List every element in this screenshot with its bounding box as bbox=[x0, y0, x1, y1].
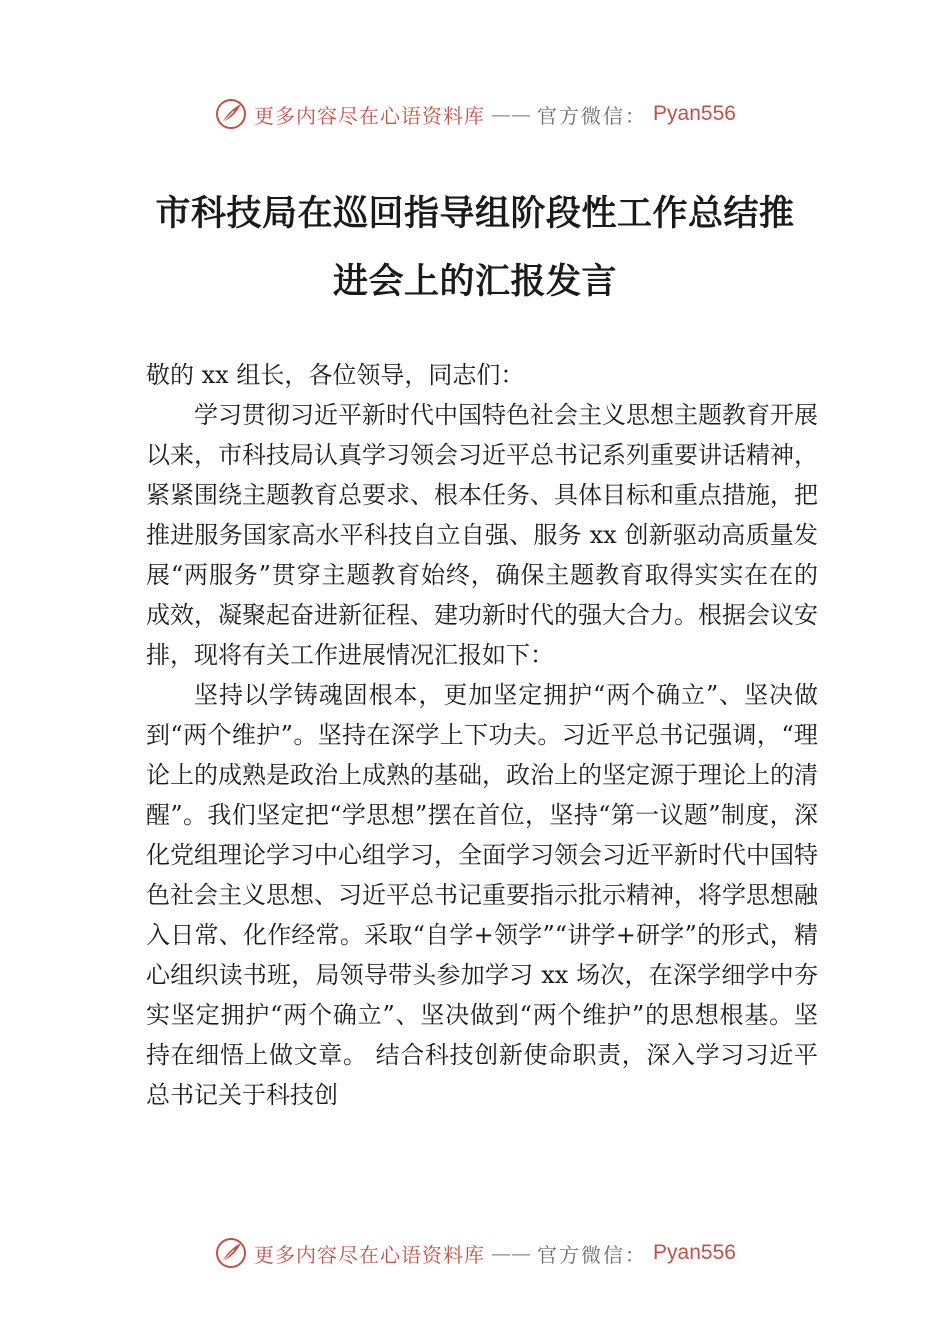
banner-separator: —— bbox=[491, 102, 532, 126]
banner-wechat-label: 官方微信： bbox=[537, 1242, 648, 1267]
paragraph: 学习贯彻习近平新时代中国特色社会主义思想主题教育开展以来，市科技局认真学习领会习近平总书记系列重要讲话精神，紧紧围绕主题教育总要求、根本任务、具体目标和重点措施，把推进服务国家高水平科技自立自强、服务 xx 创新驱动高质量发展“两服务”贯穿主题教育始终，确保主题教育取得实实在在的成效，凝聚起奋进新征程、建功新时代的强大合力。根据会议安排，现将有关工作进展情况汇报如下： bbox=[146, 401, 818, 669]
banner-wechat-id: Pyan556 bbox=[653, 1241, 736, 1264]
banner-brand-text: 更多内容尽在心语资料库 bbox=[254, 1242, 486, 1267]
banner-brand-text: 更多内容尽在心语资料库 bbox=[254, 103, 486, 128]
quill-logo-icon bbox=[214, 1236, 248, 1270]
banner-separator: —— bbox=[491, 1241, 532, 1265]
banner-wechat-label: 官方微信： bbox=[537, 103, 648, 128]
header-banner bbox=[0, 94, 950, 134]
document-title: 市科技局在巡回指导组阶段性工作总结推进会上的汇报发言 bbox=[155, 193, 795, 302]
footer-banner bbox=[0, 1233, 950, 1273]
document-body bbox=[146, 355, 818, 1115]
salutation: 敬的 xx 组长，各位领导，同志们： bbox=[146, 361, 525, 389]
banner-wechat-id: Pyan556 bbox=[653, 102, 736, 125]
quill-logo-icon bbox=[214, 97, 248, 131]
paragraph: 坚持以学铸魂固根本，更加坚定拥护“两个确立”、坚决做到“两个维护”。坚持在深学上下功夫。习近平总书记强调，“理论上的成熟是政治上成熟的基础，政治上的坚定源于理论上的清醒”。我们坚定把“学思想”摆在首位，坚持“第一议题”制度，深化党组理论学习中心组学习，全面学习领会习近平新时代中国特色社会主义思想、习近平总书记重要指示批示精神，将学思想融入日常、化作经常。采取“自学+领学”“讲学+研学”的形式，精心组织读书班，局领导带头参加学习 xx 场次，在深学细学中夯实坚定拥护“两个确立”、坚决做到“两个维护”的思想根基。坚持在细悟上做文章。 结合科技创新使命职责，深入学习习近平总书记关于科技创 bbox=[146, 681, 818, 1109]
